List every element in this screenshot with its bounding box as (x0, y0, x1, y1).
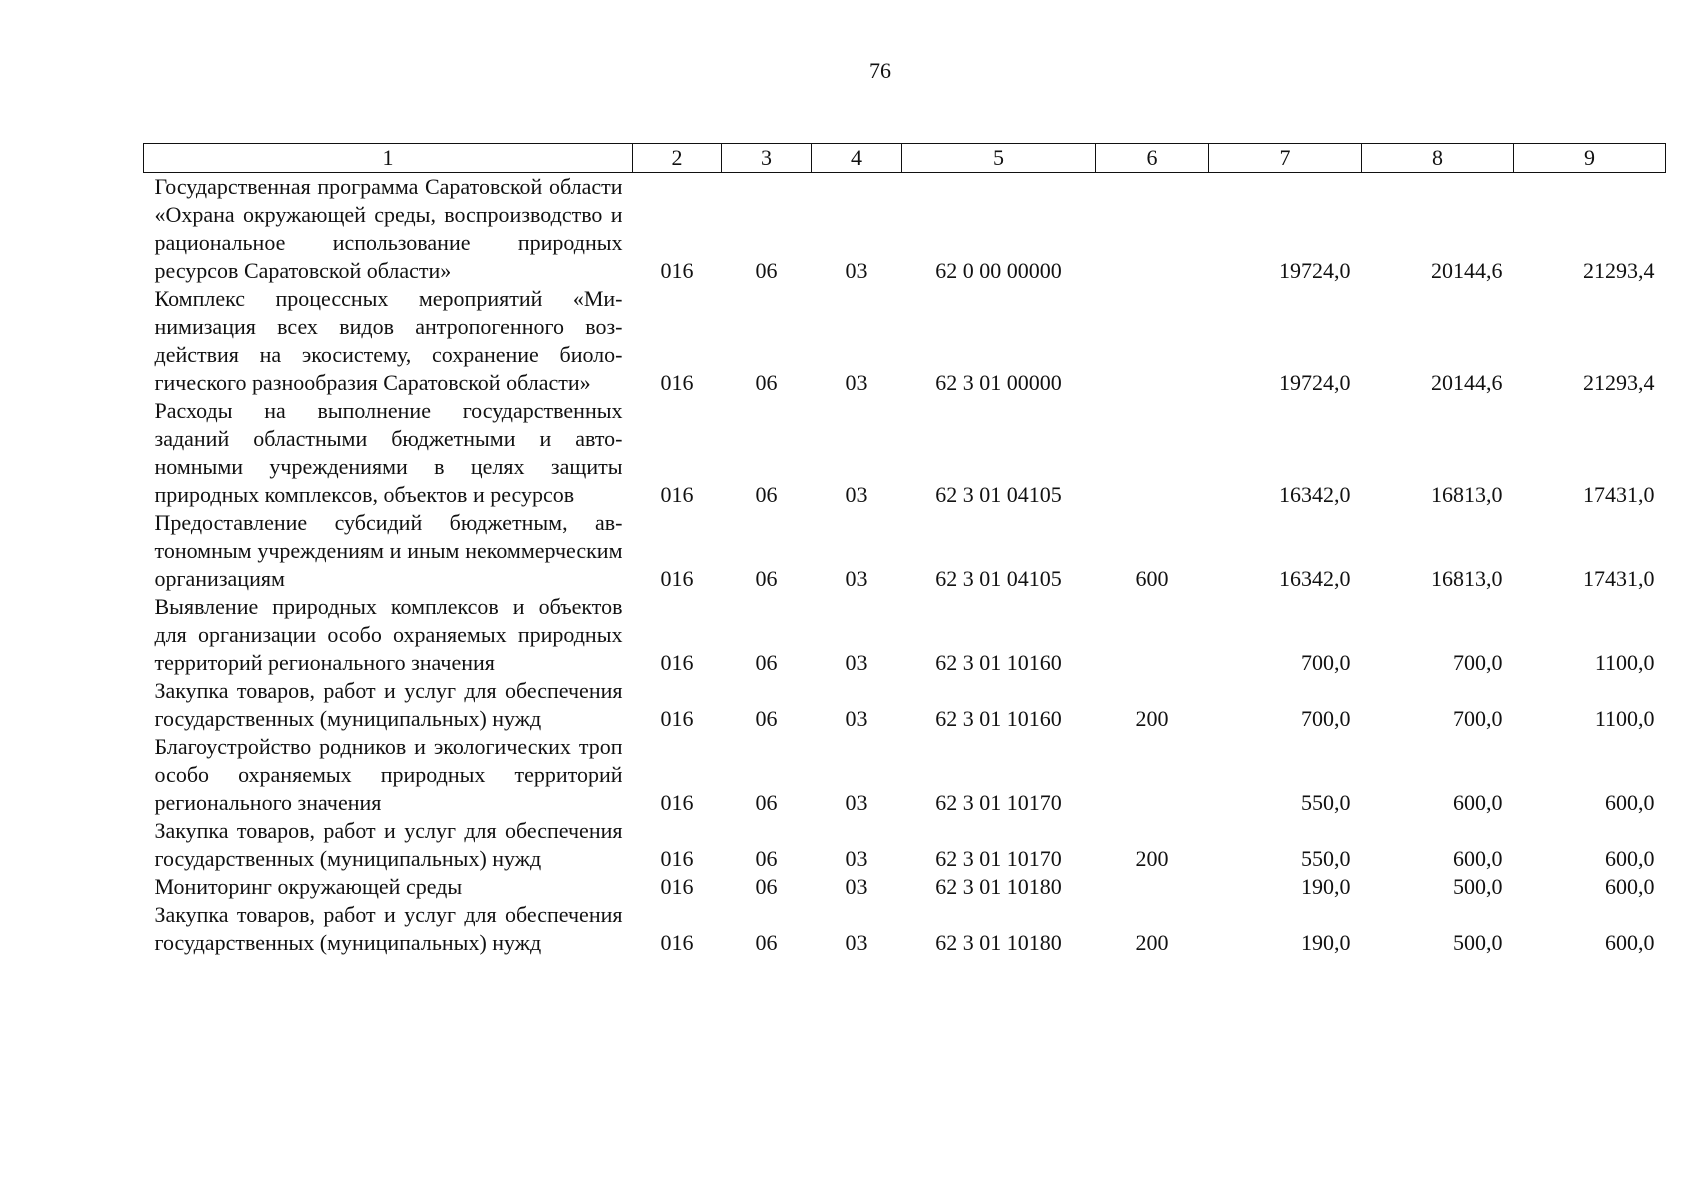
cell-subsection: 03 (845, 258, 868, 283)
cell-amount-col7: 19724,0 (1279, 258, 1351, 283)
cell-expense-type: 200 (1135, 706, 1169, 731)
column-header: 8 (1362, 144, 1514, 173)
column-header: 9 (1514, 144, 1666, 173)
cell-section: 06 (755, 650, 778, 675)
cell-ministry-code: 016 (660, 930, 694, 955)
cell-expense-type (1096, 733, 1209, 817)
cell-amount-col7: 16342,0 (1279, 566, 1351, 591)
cell-amount-col8: 20144,6 (1431, 370, 1503, 395)
cell-amount-col9: 21293,4 (1583, 370, 1655, 395)
row-name: Благоустройство родников и экологических троп особо охраняемых природных территорий регионального значения (154, 734, 623, 815)
cell-subsection: 03 (845, 566, 868, 591)
cell-expense-type (1096, 593, 1209, 677)
cell-section: 06 (755, 930, 778, 955)
cell-amount-col7: 190,0 (1301, 874, 1351, 899)
cell-amount-col8: 20144,6 (1431, 258, 1503, 283)
cell-amount-col8: 500,0 (1453, 874, 1503, 899)
cell-amount-col9: 600,0 (1605, 790, 1655, 815)
cell-target-article: 62 0 00 00000 (935, 258, 1062, 283)
cell-ministry-code: 016 (660, 258, 694, 283)
cell-subsection: 03 (845, 706, 868, 731)
cell-amount-col7: 550,0 (1301, 846, 1351, 871)
cell-amount-col9: 1100,0 (1594, 650, 1655, 675)
cell-amount-col9: 1100,0 (1594, 706, 1655, 731)
cell-subsection: 03 (845, 930, 868, 955)
cell-amount-col9: 21293,4 (1583, 258, 1655, 283)
column-header: 1 (144, 144, 633, 173)
cell-amount-col8: 700,0 (1453, 650, 1503, 675)
cell-ministry-code: 016 (660, 874, 694, 899)
cell-section: 06 (755, 258, 778, 283)
table-row (144, 817, 1666, 873)
cell-amount-col7: 19724,0 (1279, 370, 1351, 395)
budget-table (143, 143, 1666, 957)
cell-section: 06 (755, 790, 778, 815)
row-name: Закупка товаров, работ и услуг для обеспечения государственных (муниципальных) нужд (154, 902, 623, 955)
cell-target-article: 62 3 01 10180 (935, 874, 1062, 899)
cell-amount-col7: 700,0 (1301, 650, 1351, 675)
table-body (144, 173, 1666, 958)
cell-target-article: 62 3 01 00000 (935, 370, 1062, 395)
cell-expense-type: 600 (1135, 566, 1169, 591)
cell-expense-type: 200 (1135, 930, 1169, 955)
cell-ministry-code: 016 (660, 706, 694, 731)
cell-expense-type (1096, 173, 1209, 286)
table-row (144, 173, 1666, 286)
row-name: Закупка товаров, работ и услуг для обеспечения государственных (муниципальных) нужд (154, 818, 623, 871)
cell-target-article: 62 3 01 04105 (935, 566, 1062, 591)
table-row (144, 509, 1666, 593)
cell-section: 06 (755, 706, 778, 731)
cell-amount-col8: 16813,0 (1431, 482, 1503, 507)
cell-amount-col9: 600,0 (1605, 846, 1655, 871)
cell-amount-col7: 190,0 (1301, 930, 1351, 955)
table-row (144, 397, 1666, 509)
cell-amount-col7: 550,0 (1301, 790, 1351, 815)
cell-section: 06 (755, 846, 778, 871)
table-row (144, 873, 1666, 901)
cell-amount-col8: 600,0 (1453, 790, 1503, 815)
cell-amount-col7: 16342,0 (1279, 482, 1351, 507)
cell-subsection: 03 (845, 482, 868, 507)
table-header (144, 144, 1666, 173)
cell-amount-col9: 600,0 (1605, 930, 1655, 955)
cell-subsection: 03 (845, 874, 868, 899)
row-name: Комплекс процессных мероприятий «Минимизация всех видов антропогенного воздействия на экосистему, сохранение биологического разнообразия Саратовской области» (154, 286, 623, 395)
row-name: Государственная программа Саратовской области «Охрана окружающей среды, воспроизводство и рациональное использование природных ресурсов Саратовской области» (154, 174, 623, 283)
cell-subsection: 03 (845, 790, 868, 815)
table-row (144, 901, 1666, 957)
cell-target-article: 62 3 01 10160 (935, 650, 1062, 675)
cell-ministry-code: 016 (660, 650, 694, 675)
cell-ministry-code: 016 (660, 482, 694, 507)
page-number: 76 (869, 58, 891, 83)
cell-ministry-code: 016 (660, 790, 694, 815)
column-header: 3 (722, 144, 812, 173)
cell-amount-col8: 500,0 (1453, 930, 1503, 955)
cell-target-article: 62 3 01 10180 (935, 930, 1062, 955)
cell-subsection: 03 (845, 370, 868, 395)
table-row (144, 733, 1666, 817)
cell-ministry-code: 016 (660, 566, 694, 591)
cell-amount-col8: 600,0 (1453, 846, 1503, 871)
column-header: 4 (812, 144, 902, 173)
row-name: Закупка товаров, работ и услуг для обеспечения государственных (муниципальных) нужд (154, 678, 623, 731)
cell-expense-type (1096, 397, 1209, 509)
cell-amount-col9: 17431,0 (1583, 482, 1655, 507)
table-row (144, 593, 1666, 677)
row-name: Предоставление субсидий бюджетным, автономным учреждениям и иным некоммерческим организациям (154, 510, 623, 591)
cell-section: 06 (755, 482, 778, 507)
cell-target-article: 62 3 01 10160 (935, 706, 1062, 731)
row-name: Расходы на выполнение государственных заданий областными бюджетными и автономными учреждениями в целях защиты природных комплексов, объектов и ресурсов (154, 398, 623, 507)
cell-section: 06 (755, 874, 778, 899)
cell-target-article: 62 3 01 04105 (935, 482, 1062, 507)
row-name: Мониторинг окружающей среды (154, 874, 463, 899)
table-row (144, 285, 1666, 397)
cell-amount-col9: 17431,0 (1583, 566, 1655, 591)
row-name: Выявление природных комплексов и объектов для организации особо охраняемых природных территорий регионального значения (154, 594, 623, 675)
column-header: 2 (633, 144, 722, 173)
table-row (144, 677, 1666, 733)
column-header: 6 (1096, 144, 1209, 173)
column-header: 7 (1209, 144, 1362, 173)
cell-section: 06 (755, 566, 778, 591)
cell-section: 06 (755, 370, 778, 395)
cell-expense-type (1096, 873, 1209, 901)
cell-subsection: 03 (845, 650, 868, 675)
header-row (144, 144, 1666, 173)
cell-expense-type (1096, 285, 1209, 397)
cell-subsection: 03 (845, 846, 868, 871)
cell-amount-col7: 700,0 (1301, 706, 1351, 731)
cell-target-article: 62 3 01 10170 (935, 846, 1062, 871)
cell-ministry-code: 016 (660, 370, 694, 395)
cell-target-article: 62 3 01 10170 (935, 790, 1062, 815)
cell-amount-col8: 700,0 (1453, 706, 1503, 731)
cell-expense-type: 200 (1135, 846, 1169, 871)
column-header: 5 (902, 144, 1096, 173)
cell-ministry-code: 016 (660, 846, 694, 871)
cell-amount-col9: 600,0 (1605, 874, 1655, 899)
cell-amount-col8: 16813,0 (1431, 566, 1503, 591)
